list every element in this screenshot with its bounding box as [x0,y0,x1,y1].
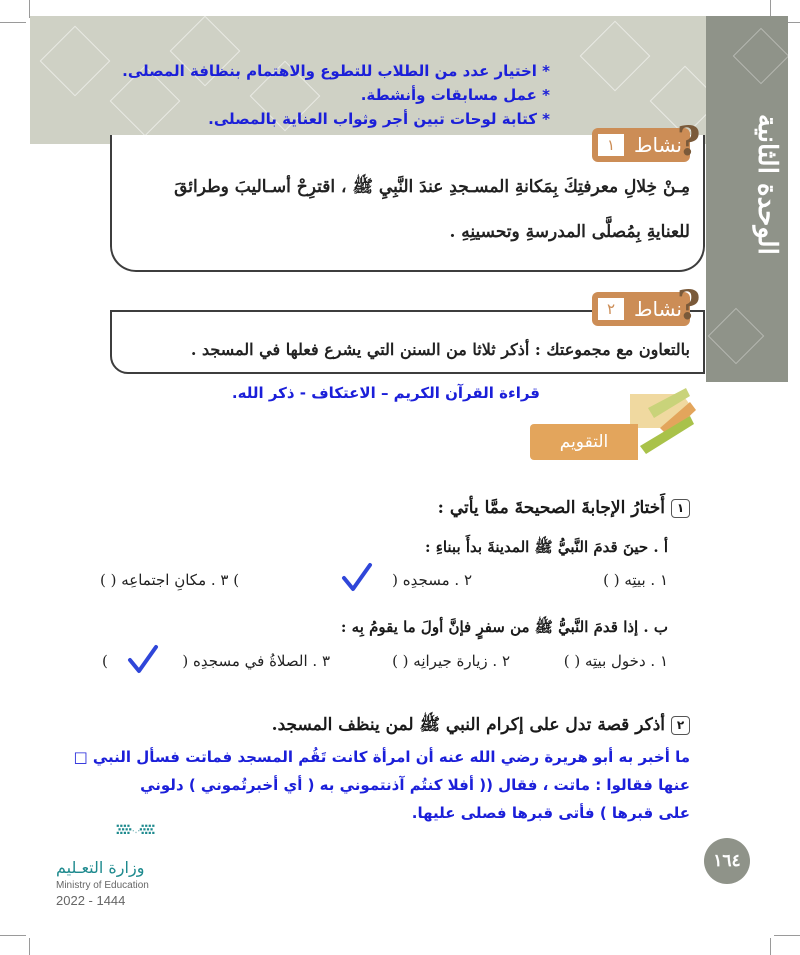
checkmark-icon [340,562,374,594]
crop-mark [0,935,26,936]
crop-mark [770,938,771,955]
question-1b-stem: ب . إذا قدمَ النَّبيُّ ﷺ من سفرٍ فإنَّ أولَ ما يقومُ بِه : [340,618,668,636]
activity-2-badge [592,292,690,326]
crop-mark [29,938,30,955]
activity-number: ١ [598,134,624,156]
option-1a-2: ٢ . مسجدِه ( [392,571,472,589]
activity-label: نشاط [634,297,682,321]
question-2-text: أذكر قصة تدل على إكرام النبي ﷺ لمن ينظف المسجد. [271,715,665,735]
ministry-name-ar: وزارة التعـليم [56,858,145,877]
question-2-title [230,714,690,739]
crop-mark [774,935,800,936]
option-1b-1: ١ . دخول بيتِه ( ) [563,652,668,670]
activity-1-answer-line: * كتابة لوحات تبين أجر وثواب العناية بالمصلى. [208,110,550,128]
ministry-logo-icon [96,822,196,862]
ministry-name-en: Ministry of Education [56,880,149,891]
activity-2-answer: قراءة القرآن الكريم – الاعتكاف - ذكر الله. [231,384,540,402]
option-1b-2: ٢ . زيارة جيرانِه ( ) [392,652,510,670]
question-1-title [300,498,690,518]
question-1a-stem: أ . حينَ قدمَ النَّبيُّ ﷺ المدينةَ بدأَ ببناءِ : [425,538,668,556]
activity-label: نشاط [634,133,682,157]
question-number: ١ [671,499,690,518]
option-1b-3: ٣ . الصلاةُ في مسجدِه ( [182,652,330,670]
question-1-text: أَختارُ الإجابةَ الصحيحةَ ممَّا يأتي : [437,498,665,518]
option-1a-1: ١ . بيتِه ( ) [603,571,668,589]
question-2-answer-line: ما أخبر به أبو هريرة رضي الله عنه أن امرأة كانت تَقُم المسجد فماتت فسأل النبي □ [73,748,690,766]
activity-1-text: مِـنْ خِلالِ معرفتِكَ بِمَكانةِ المسـجدِ عندَ النَّبِيِ ﷺ ، اقترِحْ أسـاليبَ وطرائقَ [174,177,690,197]
ministry-year: 2022 - 1444 [56,893,126,908]
option-1b-3-close: ) [102,652,108,670]
question-2-answer-line: عنها فقالوا : ماتت ، فقال (( أفلا كنتُم آذنتموني به ( أي أخبرتُموني ) دلوني [140,776,690,794]
checkmark-icon [126,644,160,676]
unit-title: الوحدة الثانية [752,113,782,255]
activity-1-answer-line: * اختيار عدد من الطلاب للتطوع والاهتمام بنظافة المصلى. [122,62,550,80]
activity-2-text: بالتعاون مع مجموعتك : أذكر ثلاثا من السنن التي يشرع فعلها في المسجد . [190,340,690,359]
option-1a-3: ) ٣ . مكانِ اجتماعِه ( ) [100,571,240,589]
activity-1-badge [592,128,690,162]
activity-1-text: للعنايةِ بِمُصلَّى المدرسةِ وتحسينِهِ . [449,222,690,242]
page-number: ١٦٤ [704,838,750,884]
crop-mark [0,22,26,23]
activity-1-answer-line: * عمل مسابقات وأنشطة. [360,86,550,104]
question-mark-icon: ? [677,118,701,165]
question-mark-icon: ? [677,282,701,329]
activity-number: ٢ [598,298,624,320]
question-number: ٢ [671,716,690,735]
question-2-answer-line: على قبرها ) فأتى قبرها فصلى عليها. [411,804,690,822]
evaluation-title: التقويم [530,424,638,460]
